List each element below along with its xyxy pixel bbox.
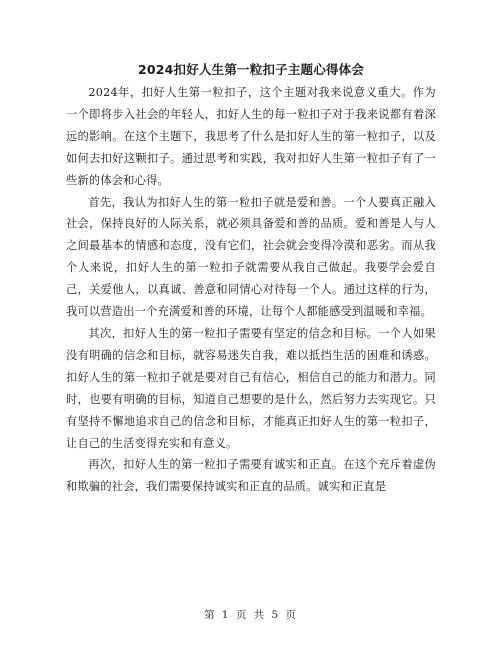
document-title: 2024扣好人生第一粒扣子主题心得体会	[137, 62, 365, 77]
paragraph-intro: 2024年，扣好人生第一粒扣子，这个主题对我来说意义重大。作为一个即将步入社会的年轻人，扣好人生的每一粒扣子对于我来说都有着深远的影响。在这个主题下，我思考了什么是扣好人生的第一粒扣子，以及如何去扣好这颗扣子。通过思考和实践，我对扣好人生第一粒扣子有了一些新的体会和心得。	[66, 86, 436, 187]
page-number-footer: 第 1 页 共 5 页	[203, 609, 299, 621]
document-body	[66, 82, 436, 498]
paragraph-belief-goals: 其次，扣好人生的第一粒扣子需要有坚定的信念和目标。一个人如果没有明确的信念和目标，就容易迷失自我，难以抵挡生活的困难和诱惑。扣好人生的第一粒扣子就是要对自己有信心，相信自己的能力和潜力。同时，也要有明确的目标，知道自己想要的是什么，然后努力去实现它。只有坚持不懈地追求自己的信念和目标，才能真正扣好人生的第一粒扣子，让自己的生活变得充实和有意义。	[66, 326, 436, 450]
paragraph-honesty: 再次，扣好人生的第一粒扣子需要有诚实和正直。在这个充斥着虚伪和欺骗的社会，我们需要保持诚实和正直的品质。诚实和正直是	[66, 458, 436, 494]
paragraph-love-kindness: 首先，我认为扣好人生的第一粒扣子就是爱和善。一个人要真正融入社会，保持良好的人际关系，就必须具备爱和善的品质。爱和善是人与人之间最基本的情感和态度，没有它们，社会就会变得冷漠和恶劣。而从我个人来说，扣好人生的第一粒扣子就需要从我自己做起。我要学会爱自己，关爱他人，以真诚、善意和同情心对待每一个人。通过这样的行为，我可以营造出一个充满爱和善的环境，让每个人都能感受到温暖和幸福。	[66, 195, 436, 319]
